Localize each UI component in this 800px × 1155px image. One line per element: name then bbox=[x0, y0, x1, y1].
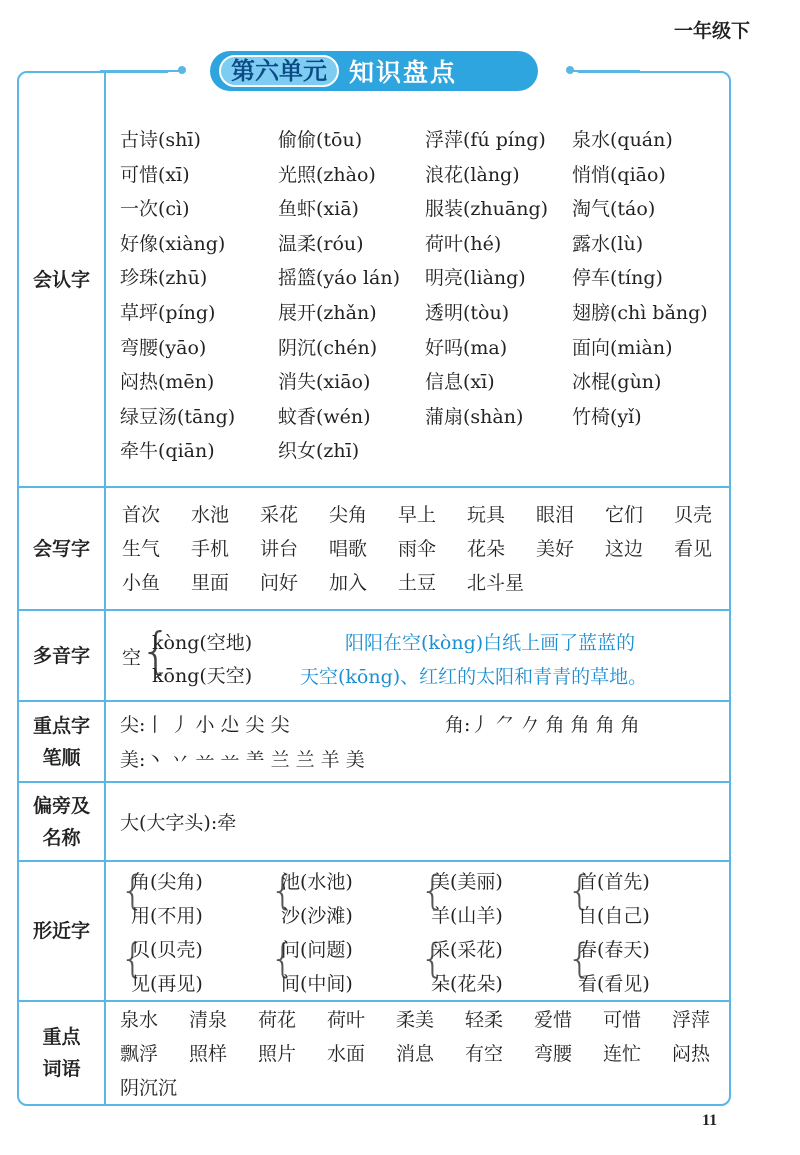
recognize-item: 服装(zhuāng) bbox=[425, 198, 549, 221]
recognize-item: 一次(cì) bbox=[120, 198, 190, 221]
label-polyphone: 多音字 bbox=[32, 644, 90, 667]
write-item: 水池 bbox=[191, 504, 230, 526]
recognize-item: 露水(lù) bbox=[572, 232, 644, 255]
write-item: 早上 bbox=[398, 504, 437, 526]
similar-item: 池(水池) bbox=[281, 871, 353, 893]
recognize-item: 停车(tíng) bbox=[572, 267, 663, 290]
similar-item: 采(采花) bbox=[431, 939, 503, 961]
key-word: 消息 bbox=[396, 1043, 435, 1065]
similar-item: 羊(山羊) bbox=[431, 905, 503, 927]
polyphone-reading-1: kòng(空地) bbox=[152, 632, 253, 654]
recognize-item: 蒲扇(shàn) bbox=[425, 405, 524, 428]
key-word: 照样 bbox=[189, 1043, 228, 1065]
key-word: 柔美 bbox=[396, 1009, 435, 1031]
recognize-item: 淘气(táo) bbox=[572, 198, 656, 221]
similar-item: 自(自己) bbox=[578, 905, 650, 927]
key-word: 照片 bbox=[258, 1043, 297, 1065]
recognize-item: 珍珠(zhū) bbox=[120, 267, 208, 290]
write-item: 里面 bbox=[191, 572, 230, 594]
write-item: 这边 bbox=[605, 538, 644, 560]
write-item: 尖角 bbox=[329, 504, 368, 526]
recognize-item: 浪花(làng) bbox=[425, 163, 520, 186]
polyphone-brace: { bbox=[140, 622, 172, 680]
recognize-item: 弯腰(yāo) bbox=[120, 336, 207, 359]
recognize-item: 牵牛(qiān) bbox=[120, 440, 215, 463]
similar-item: 间(中间) bbox=[281, 973, 353, 995]
key-word: 弯腰 bbox=[534, 1043, 573, 1065]
polyphone-reading-2: kōng(天空) bbox=[152, 665, 253, 687]
recognize-item: 浮萍(fú píng) bbox=[425, 129, 546, 151]
similar-brace: { bbox=[420, 936, 446, 982]
row-divider-3 bbox=[19, 700, 729, 702]
write-item: 讲台 bbox=[260, 538, 299, 560]
write-item: 玩具 bbox=[467, 504, 506, 526]
similar-item: 美(美丽) bbox=[431, 871, 503, 893]
polyphone-char: 空 bbox=[122, 647, 142, 669]
write-item: 北斗星 bbox=[467, 572, 525, 594]
write-item: 雨伞 bbox=[398, 538, 437, 560]
write-item: 贝壳 bbox=[674, 504, 713, 526]
key-word: 闷热 bbox=[672, 1043, 711, 1065]
label-words: 重点 词语 bbox=[42, 1026, 81, 1080]
recognize-item: 泉水(quán) bbox=[572, 129, 673, 151]
similar-brace: { bbox=[120, 868, 146, 914]
label-write: 会写字 bbox=[32, 537, 90, 560]
row-divider-6 bbox=[19, 1000, 729, 1002]
recognize-item: 摇篮(yáo lán) bbox=[278, 267, 401, 290]
recognize-item: 荷叶(hé) bbox=[425, 232, 502, 255]
similar-item: 贝(贝壳) bbox=[131, 939, 203, 961]
recognize-item: 翅膀(chì bǎng) bbox=[572, 302, 708, 324]
key-word: 泉水 bbox=[120, 1009, 159, 1031]
recognize-item: 消失(xiāo) bbox=[278, 371, 371, 394]
write-item: 眼泪 bbox=[536, 504, 575, 526]
stroke-order-jian: 尖:丨 丿 小 尐 尖 尖 bbox=[120, 714, 290, 736]
similar-item: 问(问题) bbox=[281, 939, 353, 961]
similar-brace: { bbox=[420, 868, 446, 914]
key-word: 浮萍 bbox=[672, 1009, 711, 1031]
similar-item: 看(看见) bbox=[578, 973, 650, 995]
recognize-item: 冰棍(gùn) bbox=[572, 371, 662, 394]
key-word: 轻柔 bbox=[465, 1009, 504, 1031]
polyphone-sentence-2: 天空(kōng)、红红的太阳和青青的草地。 bbox=[300, 666, 648, 688]
similar-item: 角(尖角) bbox=[131, 871, 203, 893]
recognize-item: 明亮(liàng) bbox=[425, 267, 526, 290]
row-divider-4 bbox=[19, 781, 729, 783]
similar-brace: { bbox=[567, 936, 593, 982]
row-divider-1 bbox=[19, 486, 729, 488]
similar-brace: { bbox=[567, 868, 593, 914]
similar-item: 春(春天) bbox=[578, 939, 650, 961]
key-word: 连忙 bbox=[603, 1043, 642, 1065]
title-dot-left bbox=[178, 66, 186, 74]
polyphone-sentence-1: 阳阳在空(kòng)白纸上画了蓝蓝的 bbox=[345, 632, 636, 654]
write-item: 采花 bbox=[260, 504, 299, 526]
key-word: 荷花 bbox=[258, 1009, 297, 1031]
recognize-item: 信息(xī) bbox=[425, 371, 495, 394]
title-dot-right bbox=[566, 66, 574, 74]
similar-brace: { bbox=[120, 936, 146, 982]
stroke-order-mei: 美:丶 丷 䒑 䒑 ⺷ 兰 兰 羊 美 bbox=[120, 749, 365, 771]
recognize-item: 草坪(píng) bbox=[120, 302, 216, 324]
key-word: 阴沉沉 bbox=[120, 1077, 178, 1099]
key-word: 可惜 bbox=[603, 1009, 642, 1031]
recognize-item: 可惜(xī) bbox=[120, 163, 190, 186]
similar-item: 见(再见) bbox=[131, 973, 203, 995]
recognize-item: 古诗(shī) bbox=[120, 129, 201, 151]
recognize-item: 光照(zhào) bbox=[278, 163, 376, 186]
recognize-item: 织女(zhī) bbox=[278, 440, 360, 463]
label-recognize: 会认字 bbox=[32, 268, 90, 291]
write-item: 问好 bbox=[260, 572, 299, 594]
unit-title bbox=[210, 51, 538, 91]
grade-label: 一年级下 bbox=[673, 20, 750, 42]
write-item: 小鱼 bbox=[122, 572, 161, 594]
recognize-item: 竹椅(yǐ) bbox=[572, 405, 642, 428]
similar-brace: { bbox=[270, 868, 296, 914]
recognize-item: 绿豆汤(tāng) bbox=[120, 405, 236, 428]
similar-item: 沙(沙滩) bbox=[281, 905, 353, 927]
write-item: 唱歌 bbox=[329, 538, 368, 560]
row-divider-2 bbox=[19, 609, 729, 611]
recognize-item: 鱼虾(xiā) bbox=[278, 198, 359, 221]
page-number: 11 bbox=[702, 1112, 718, 1129]
key-word: 荷叶 bbox=[327, 1009, 366, 1031]
recognize-item: 展开(zhǎn) bbox=[278, 302, 377, 324]
write-item: 生气 bbox=[122, 538, 161, 560]
key-word: 爱惜 bbox=[534, 1009, 573, 1031]
write-item: 首次 bbox=[122, 504, 161, 526]
recognize-item: 蚊香(wén) bbox=[278, 405, 371, 428]
radical-text: 大(大字头):牵 bbox=[120, 812, 237, 834]
similar-item: 首(首先) bbox=[578, 871, 650, 893]
row-divider-5 bbox=[19, 860, 729, 862]
key-word: 有空 bbox=[465, 1043, 504, 1065]
write-item: 美好 bbox=[536, 538, 575, 560]
recognize-item: 透明(tòu) bbox=[425, 302, 510, 324]
write-item: 看见 bbox=[674, 538, 713, 560]
label-similar: 形近字 bbox=[32, 920, 90, 942]
write-item: 花朵 bbox=[467, 538, 506, 560]
recognize-item: 闷热(mēn) bbox=[120, 371, 215, 394]
key-word: 清泉 bbox=[189, 1009, 228, 1031]
write-item: 它们 bbox=[605, 504, 644, 526]
title-line-right bbox=[570, 70, 640, 72]
recognize-item: 温柔(róu) bbox=[278, 232, 364, 255]
write-item: 手机 bbox=[191, 538, 230, 560]
write-item: 加入 bbox=[329, 572, 368, 594]
column-divider bbox=[104, 73, 106, 1104]
unit-title-part1: 第六单元 bbox=[219, 55, 339, 87]
recognize-item: 偷偷(tōu) bbox=[278, 129, 363, 151]
unit-title-part2: 知识盘点 bbox=[349, 58, 458, 87]
write-item: 土豆 bbox=[398, 572, 437, 594]
recognize-item: 好吗(ma) bbox=[425, 336, 508, 359]
similar-item: 朵(花朵) bbox=[431, 973, 503, 995]
recognize-item: 阴沉(chén) bbox=[278, 336, 378, 359]
stroke-order-jiao: 角:丿 ⺈ 𠂊 角 角 角 角 bbox=[445, 714, 640, 736]
key-word: 飘浮 bbox=[120, 1043, 159, 1065]
recognize-item: 好像(xiàng) bbox=[120, 232, 226, 255]
key-word: 水面 bbox=[327, 1043, 366, 1065]
similar-item: 用(不用) bbox=[131, 905, 203, 927]
label-strokes: 重点字 笔顺 bbox=[32, 714, 90, 769]
recognize-item: 悄悄(qiāo) bbox=[572, 163, 666, 186]
similar-brace: { bbox=[270, 936, 296, 982]
label-radical: 偏旁及 名称 bbox=[32, 794, 90, 849]
title-line-left bbox=[100, 70, 180, 72]
recognize-item: 面向(miàn) bbox=[572, 336, 673, 359]
